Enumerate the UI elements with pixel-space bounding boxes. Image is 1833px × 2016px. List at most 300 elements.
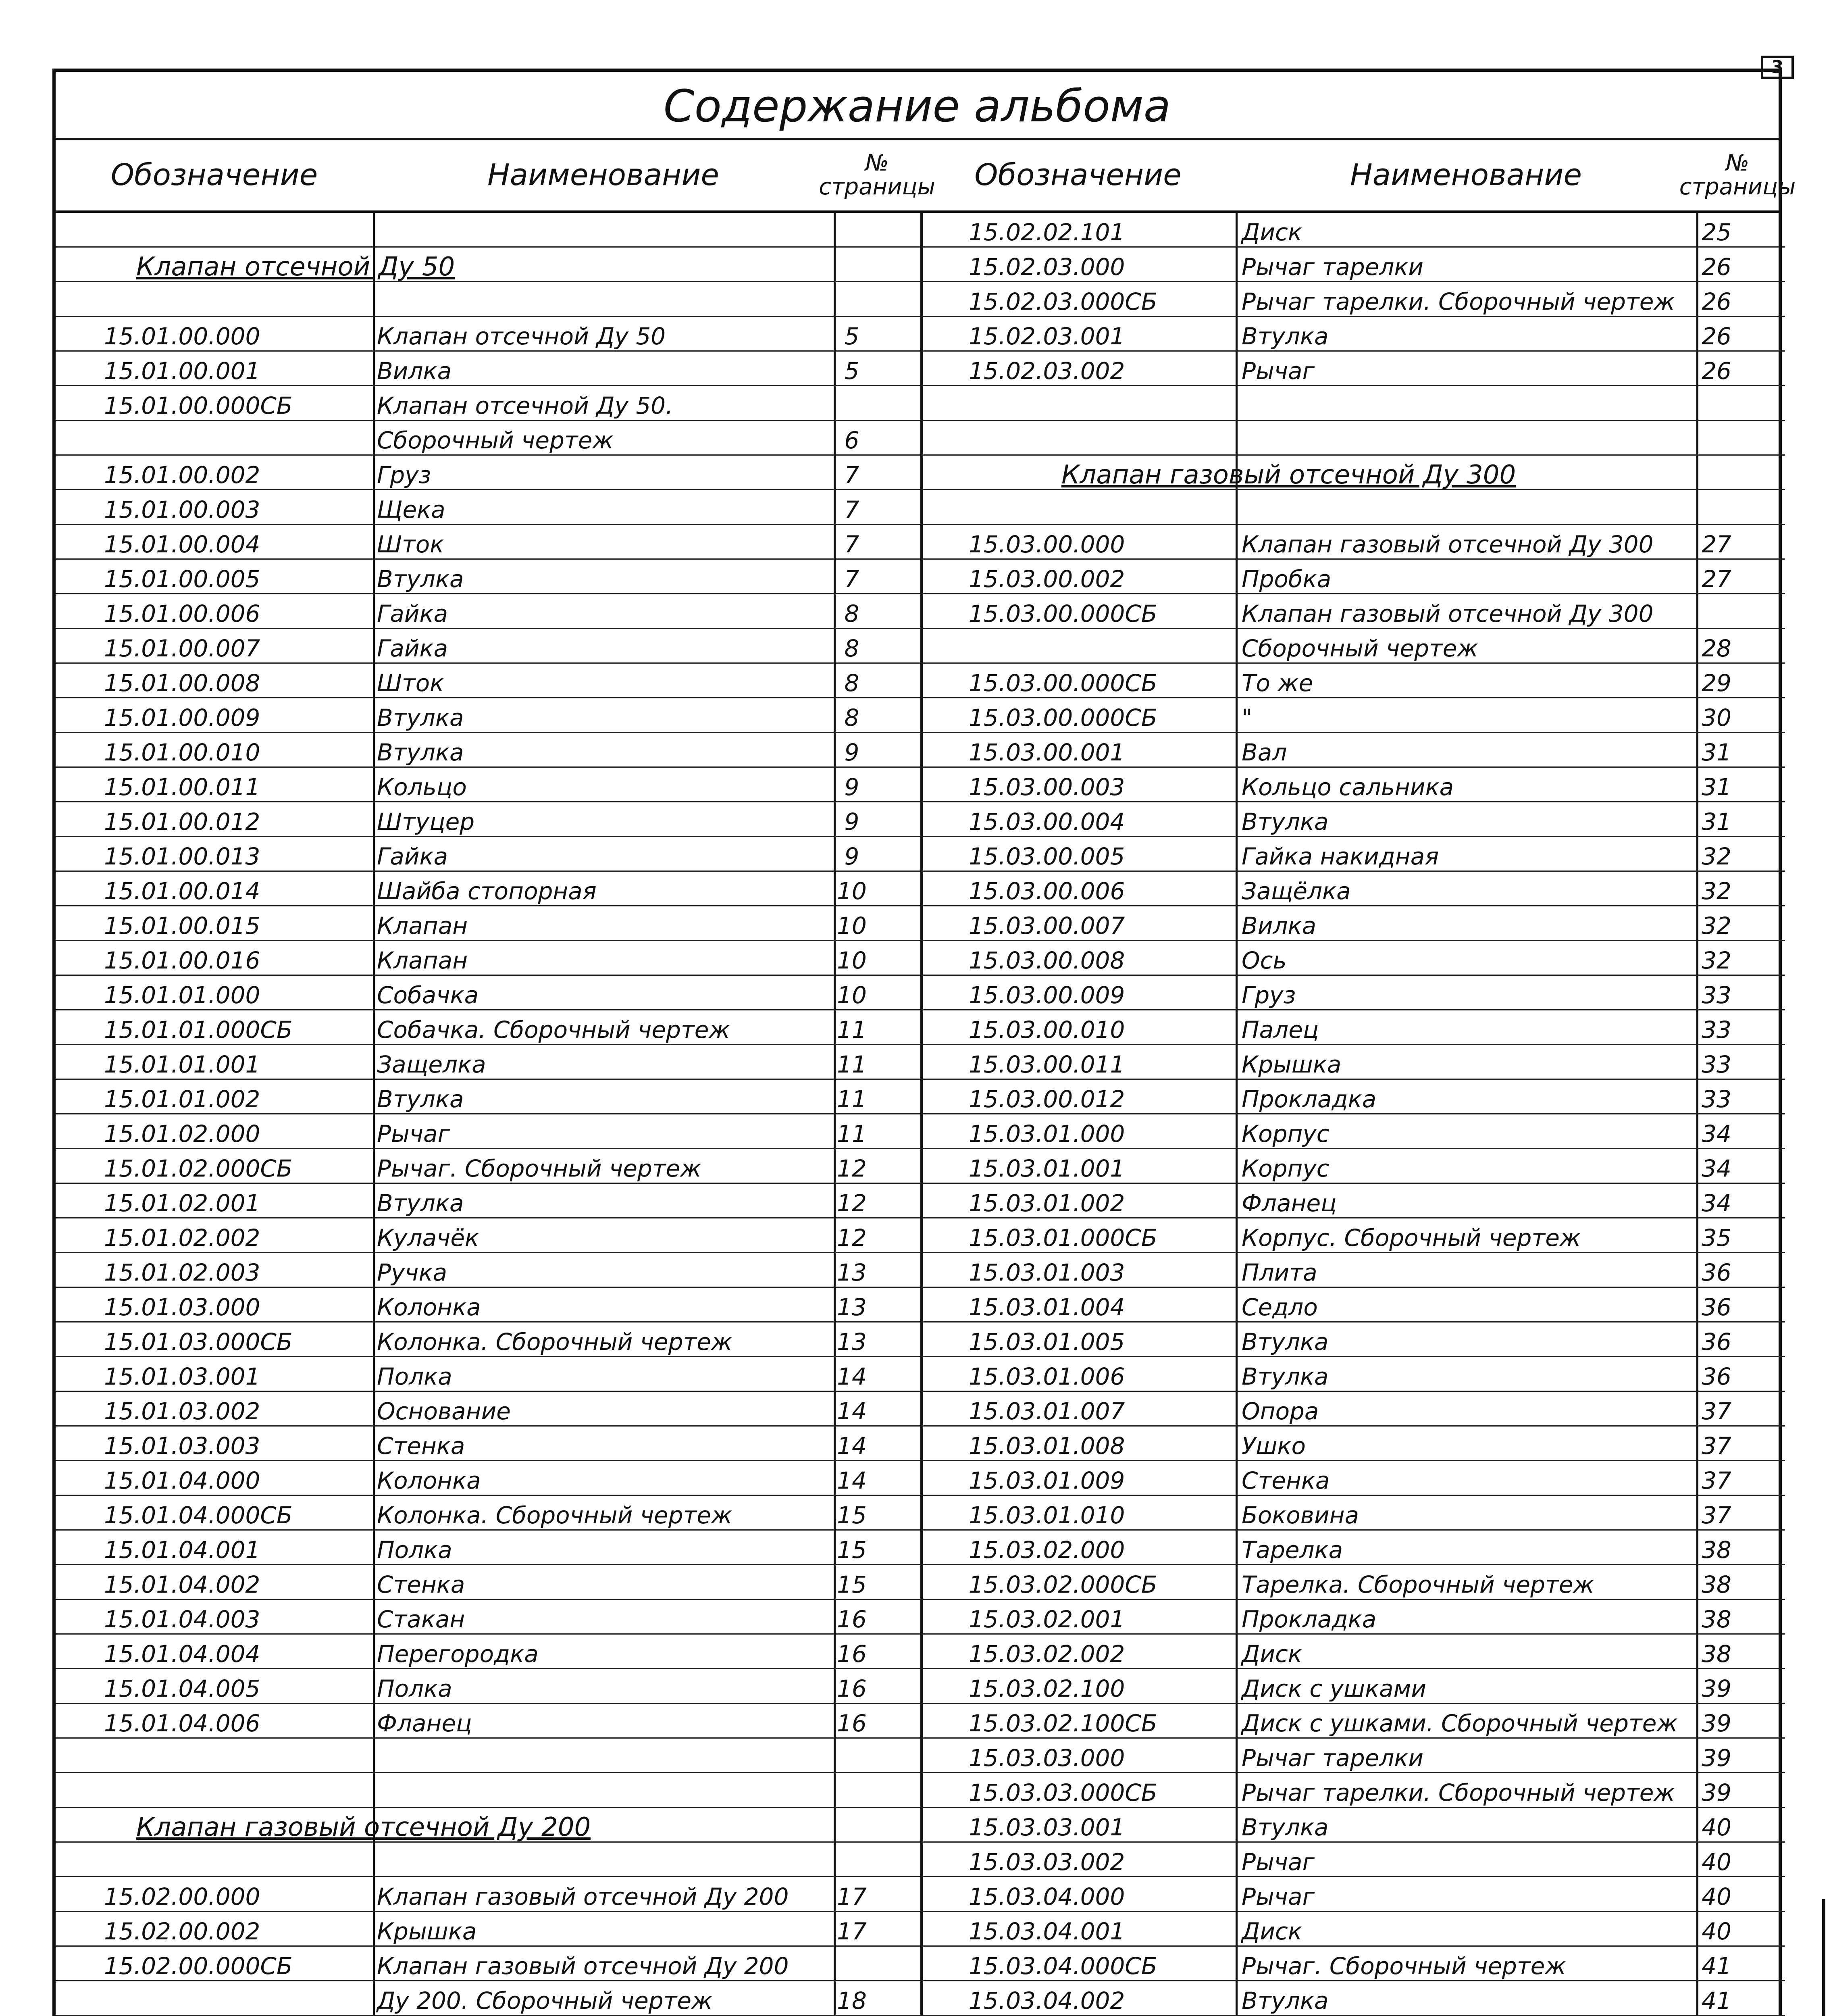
section-heading: Клапан отсечной Ду 50 [136,252,455,282]
designation-cell: 15.03.00.011 [969,1051,1125,1078]
name-cell: Клапан [377,912,468,939]
name-cell: Клапан [377,947,468,974]
designation-cell: 15.01.01.000СБ [104,1016,293,1043]
table-row [56,386,920,421]
table-row [56,837,920,872]
page-cell: 7 [844,496,859,523]
name-cell [373,282,818,317]
page-cell: 17 [837,1918,867,1945]
name-cell: Плита [1242,1259,1317,1286]
table-row [56,1010,920,1045]
name-cell: Тарелка. Сборочный чертеж [1242,1571,1594,1598]
name-cell: Штуцер [377,808,475,835]
page-cell [785,282,918,317]
name-cell: Клапан газовый отсечной Ду 300 [1242,600,1654,627]
page-cell: 14 [837,1432,867,1460]
designation-cell: 15.01.04.000СБ [104,1502,293,1529]
table-row [920,594,1785,629]
name-cell: Ушко [1242,1432,1306,1460]
section-heading-row [920,456,1785,490]
table-row [56,1565,920,1600]
name-cell: Вилка [377,357,452,385]
page-cell: 41 [1702,1952,1731,1980]
name-cell: Втулка [1242,1363,1329,1390]
page-cell: 8 [844,704,859,731]
contents-table [52,69,1796,2016]
header-page-label: страницы [819,174,935,200]
name-cell: Диск [1242,1918,1302,1945]
header-page-no: № [865,150,889,177]
page-cell: 11 [837,1085,867,1113]
table-row [56,1322,920,1357]
name-cell: Тарелка [1242,1536,1343,1564]
designation-cell: 15.03.01.008 [969,1432,1125,1460]
page-cell: 31 [1702,739,1731,766]
designation-cell: 15.01.00.005 [104,565,260,593]
table-row [56,456,920,490]
page-cell: 8 [844,669,859,697]
designation-cell: 15.01.00.011 [104,773,260,801]
table-row [920,1843,1785,1877]
designation-cell: 15.03.00.000СБ [969,669,1157,697]
name-cell: Рычаг [1242,1883,1315,1910]
table-row [920,1184,1785,1218]
designation-cell: 15.02.00.000СБ [104,1952,293,1980]
designation-cell: 15.01.04.004 [104,1640,260,1668]
table-row [56,906,920,941]
page-cell: 13 [837,1293,867,1321]
table-row [56,1461,920,1496]
page-cell: 5 [844,323,859,350]
table-row [56,421,920,456]
table-row [56,802,920,837]
designation-cell: 15.03.00.008 [969,947,1125,974]
name-cell [373,1773,818,1808]
table-row [56,1981,920,2016]
table-row [56,733,920,768]
name-cell [373,1739,818,1773]
page-cell: 13 [837,1259,867,1286]
designation-cell [969,386,1271,421]
table-row [920,1461,1785,1496]
designation-cell: 15.03.01.000 [969,1120,1125,1148]
page-cell [785,1773,918,1808]
table-row [56,1045,920,1080]
page-cell: 29 [1702,669,1731,697]
name-cell: " [1242,704,1253,731]
designation-cell [104,1843,406,1877]
page-cell: 11 [837,1051,867,1078]
page-cell: 30 [1702,704,1731,731]
designation-cell: 15.01.00.000 [104,323,260,350]
name-cell: Корпус. Сборочный чертеж [1242,1224,1581,1252]
designation-cell: 15.03.04.001 [969,1918,1125,1945]
name-cell: Рычаг [1242,1848,1315,1876]
page-cell: 37 [1702,1502,1731,1529]
table-row [920,1565,1785,1600]
name-cell: Основание [377,1397,511,1425]
header-name-right: Наименование [1236,140,1696,213]
name-cell: То же [1242,669,1313,697]
page-cell [1650,490,1783,525]
name-cell: Гайка [377,843,448,870]
page-cell: 9 [844,739,859,766]
page-cell: 38 [1702,1606,1731,1633]
name-cell: Колонка. Сборочный чертеж [377,1502,732,1529]
table-row [56,352,920,386]
name-cell: Перегородка [377,1640,539,1668]
designation-cell: 15.03.01.005 [969,1328,1125,1356]
designation-cell [104,1739,406,1773]
designation-cell: 15.03.00.010 [969,1016,1125,1043]
name-cell: Гайка накидная [1242,843,1439,870]
table-row [920,941,1785,976]
designation-cell: 15.01.00.013 [104,843,260,870]
page-cell [785,213,918,248]
table-row [920,1392,1785,1427]
name-cell: Втулка [1242,323,1329,350]
table-row [56,1739,920,1773]
table-row [920,1912,1785,1947]
name-cell: Ось [1242,947,1287,974]
name-cell: Рычаг [1242,357,1315,385]
name-cell: Диск с ушками. Сборочный чертеж [1242,1710,1678,1737]
designation-cell: 15.01.04.002 [104,1571,260,1598]
album-title: Содержание альбома [56,72,1779,140]
name-cell: Палец [1242,1016,1319,1043]
page-cell: 33 [1702,1085,1731,1113]
name-cell: Опора [1242,1397,1319,1425]
page-cell: 39 [1702,1744,1731,1772]
page-cell: 26 [1702,357,1731,385]
name-cell [1238,421,1683,456]
table-row [920,1114,1785,1149]
designation-cell: 15.01.02.003 [104,1259,260,1286]
page-cell: 32 [1702,877,1731,905]
designation-cell: 15.03.04.000 [969,1883,1125,1910]
table-row [920,837,1785,872]
table-row [920,1981,1785,2016]
designation-cell: 15.03.01.002 [969,1189,1125,1217]
table-row [56,1635,920,1669]
table-row [920,282,1785,317]
name-cell: Клапан отсечной Ду 50 [377,323,666,350]
page-cell: 37 [1702,1397,1731,1425]
table-row [920,1080,1785,1114]
designation-cell: 15.01.00.000СБ [104,392,293,419]
page-cell [1650,594,1783,629]
page-cell: 32 [1702,843,1731,870]
section-heading: Клапан газовый отсечной Ду 300 [1061,460,1516,490]
table-row [56,594,920,629]
table-row [920,1496,1785,1531]
designation-cell: 15.01.04.006 [104,1710,260,1737]
page-cell: 26 [1702,288,1731,315]
name-cell: Рычаг тарелки [1242,253,1424,281]
table-row [920,698,1785,733]
designation-cell: 15.01.01.001 [104,1051,260,1078]
table-row [56,1080,920,1114]
table-row [56,629,920,664]
name-cell: Щека [377,496,445,523]
name-cell: Полка [377,1363,452,1390]
table-row [920,1531,1785,1565]
section-heading-row [56,1808,920,1843]
page-cell [785,1947,918,1981]
name-cell: Ручка [377,1259,447,1286]
designation-cell: 15.01.04.000 [104,1467,260,1494]
page-cell: 9 [844,808,859,835]
name-cell: Стакан [377,1606,465,1633]
name-cell [1238,490,1683,525]
table-row [920,1808,1785,1843]
page-cell: 15 [837,1536,867,1564]
designation-cell: 15.03.03.002 [969,1848,1125,1876]
page-cell: 38 [1702,1536,1731,1564]
page-cell: 28 [1702,635,1731,662]
designation-cell: 15.02.02.101 [969,219,1125,246]
page-cell: 14 [837,1363,867,1390]
header-page-no: № [1725,150,1750,177]
designation-cell: 15.03.01.004 [969,1293,1125,1321]
table-row [56,1704,920,1739]
table-row [920,1669,1785,1704]
designation-cell: 15.03.00.004 [969,808,1125,835]
designation-cell: 15.03.00.009 [969,981,1125,1009]
designation-cell: 15.03.03.000 [969,1744,1125,1772]
designation-cell: 15.03.01.009 [969,1467,1125,1494]
page-cell: 34 [1702,1120,1731,1148]
table-row [56,525,920,560]
table-row [56,1843,920,1877]
page-cell: 36 [1702,1259,1731,1286]
table-row [56,1288,920,1322]
name-cell: Полка [377,1536,452,1564]
name-cell: Гайка [377,600,448,627]
designation-cell: 15.03.01.007 [969,1397,1125,1425]
designation-cell: 15.03.02.001 [969,1606,1125,1633]
page-cell: 7 [844,531,859,558]
page-cell: 16 [837,1640,867,1668]
table-row [920,317,1785,352]
page-cell: 17 [837,1883,867,1910]
table-row [920,560,1785,594]
designation-cell: 15.02.03.000 [969,253,1125,281]
page-cell: 31 [1702,773,1731,801]
page-cell: 36 [1702,1363,1731,1390]
table-row [920,1010,1785,1045]
name-cell: Вилка [1242,912,1317,939]
designation-cell: 15.01.02.000 [104,1120,260,1148]
designation-cell: 15.01.00.015 [104,912,260,939]
table-row [56,872,920,906]
designation-cell: 15.01.04.005 [104,1675,260,1702]
page-cell: 34 [1702,1155,1731,1182]
table-row [56,1496,920,1531]
page-cell: 26 [1702,253,1731,281]
name-cell: Корпус [1242,1155,1329,1182]
table-row [920,1877,1785,1912]
name-cell: Ду 200. Сборочный чертеж [377,1987,713,2014]
table-row [920,1600,1785,1635]
name-cell: Рычаг тарелки. Сборочный чертеж [1242,288,1675,315]
designation-cell [104,1981,406,2016]
header-page-right [1679,140,1796,213]
page-cell: 38 [1702,1640,1731,1668]
name-cell: Втулка [1242,1328,1329,1356]
name-cell: Гайка [377,635,448,662]
page-cell: 34 [1702,1189,1731,1217]
page-cell: 18 [837,1987,867,2014]
header-name-left: Наименование [373,140,834,213]
name-cell: Клапан газовый отсечной Ду 200 [377,1952,789,1980]
name-cell: Защёлка [1242,877,1351,905]
page-cell [785,386,918,421]
name-cell: Колонка. Сборочный чертеж [377,1328,732,1356]
table-row [56,698,920,733]
name-cell: Кулачёк [377,1224,479,1252]
name-cell: Кольцо сальника [1242,773,1454,801]
name-cell: Шайба стопорная [377,877,597,905]
name-cell: Диск [1242,1640,1302,1668]
header-designation-right: Обозначение [920,140,1236,213]
name-cell: Корпус [1242,1120,1329,1148]
designation-cell: 15.01.01.002 [104,1085,260,1113]
name-cell: Втулка [377,1085,464,1113]
table-row [920,1045,1785,1080]
table-row [920,1739,1785,1773]
designation-cell: 15.01.00.006 [104,600,260,627]
designation-cell: 15.02.00.000 [104,1883,260,1910]
page-cell [1650,386,1783,421]
table-row [920,1288,1785,1322]
table-row [920,664,1785,698]
designation-cell: 15.03.03.001 [969,1814,1125,1841]
page-cell: 15 [837,1502,867,1529]
designation-cell: 15.01.01.000 [104,981,260,1009]
table-row [920,525,1785,560]
designation-cell: 15.01.02.002 [104,1224,260,1252]
table-row [920,733,1785,768]
designation-cell [969,421,1271,456]
designation-cell: 15.01.00.001 [104,357,260,385]
designation-cell: 15.03.01.006 [969,1363,1125,1390]
table-row [920,1635,1785,1669]
page-cell: 7 [844,461,859,489]
table-row [56,1253,920,1288]
name-cell: Колонка [377,1467,481,1494]
page-cell: 11 [837,1120,867,1148]
page-cell: 27 [1702,531,1731,558]
name-cell: Шток [377,669,444,697]
name-cell: Крышка [1242,1051,1342,1078]
name-cell: Сборочный чертеж [1242,635,1478,662]
page-cell: 32 [1702,912,1731,939]
name-cell: Собачка [377,981,479,1009]
page-cell: 31 [1702,808,1731,835]
table-row [920,1357,1785,1392]
name-cell: Собачка. Сборочный чертеж [377,1016,730,1043]
table-row [56,941,920,976]
designation-cell [969,629,1271,664]
page-cell: 38 [1702,1571,1731,1598]
name-cell: Клапан отсечной Ду 50. [377,392,673,419]
table-row [920,768,1785,802]
page-cell [1650,421,1783,456]
name-cell: Втулка [377,704,464,731]
name-cell: Рычаг. Сборочный чертеж [1242,1952,1566,1980]
table-row [920,352,1785,386]
table-row [56,1149,920,1184]
name-cell: Рычаг тарелки [1242,1744,1424,1772]
designation-cell: 15.01.00.014 [104,877,260,905]
page-cell: 25 [1702,219,1731,246]
designation-cell: 15.01.00.007 [104,635,260,662]
name-cell: Втулка [1242,1987,1329,2014]
designation-cell: 15.03.04.002 [969,1987,1125,2014]
page-cell: 33 [1702,981,1731,1009]
page-cell: 14 [837,1467,867,1494]
designation-cell: 15.03.00.001 [969,739,1125,766]
header-designation-left: Обозначение [56,140,373,213]
table-row [920,248,1785,282]
designation-cell [969,490,1271,525]
designation-cell: 15.01.03.002 [104,1397,260,1425]
name-cell [1238,386,1683,421]
table-row [56,560,920,594]
name-cell: Рычаг. Сборочный чертеж [377,1155,701,1182]
page-cell: 16 [837,1710,867,1737]
page-cell: 27 [1702,565,1731,593]
designation-cell: 15.03.00.000СБ [969,704,1157,731]
designation-cell: 15.03.04.000СБ [969,1952,1157,1980]
designation-cell [104,1773,406,1808]
designation-cell: 15.03.02.002 [969,1640,1125,1668]
table-row [920,421,1785,456]
page-cell: 33 [1702,1016,1731,1043]
designation-cell: 15.01.00.012 [104,808,260,835]
margin-mark [1822,1899,1825,2016]
table-row [920,906,1785,941]
page-cell: 12 [837,1224,867,1252]
page-cell: 14 [837,1397,867,1425]
page-cell: 40 [1702,1814,1731,1841]
page-cell: 35 [1702,1224,1731,1252]
table-row [920,386,1785,421]
table-row [920,1218,1785,1253]
page-cell: 12 [837,1189,867,1217]
name-cell: Колонка [377,1293,481,1321]
table-row [920,213,1785,248]
name-cell: Втулка [1242,808,1329,835]
page-cell: 9 [844,773,859,801]
designation-cell: 15.01.02.001 [104,1189,260,1217]
name-cell: Сборочный чертеж [377,427,614,454]
page-cell: 39 [1702,1710,1731,1737]
left-table-half [56,213,920,2016]
designation-cell: 15.01.00.004 [104,531,260,558]
page-cell: 37 [1702,1432,1731,1460]
table-row [920,1704,1785,1739]
designation-cell: 15.01.02.000СБ [104,1155,293,1182]
header-page-label: страницы [1679,174,1796,200]
designation-cell: 15.02.03.001 [969,323,1125,350]
designation-cell: 15.03.00.012 [969,1085,1125,1113]
designation-cell: 15.03.01.000СБ [969,1224,1157,1252]
designation-cell: 15.03.00.000 [969,531,1125,558]
name-cell: Диск с ушками [1242,1675,1427,1702]
name-cell: Втулка [1242,1814,1329,1841]
